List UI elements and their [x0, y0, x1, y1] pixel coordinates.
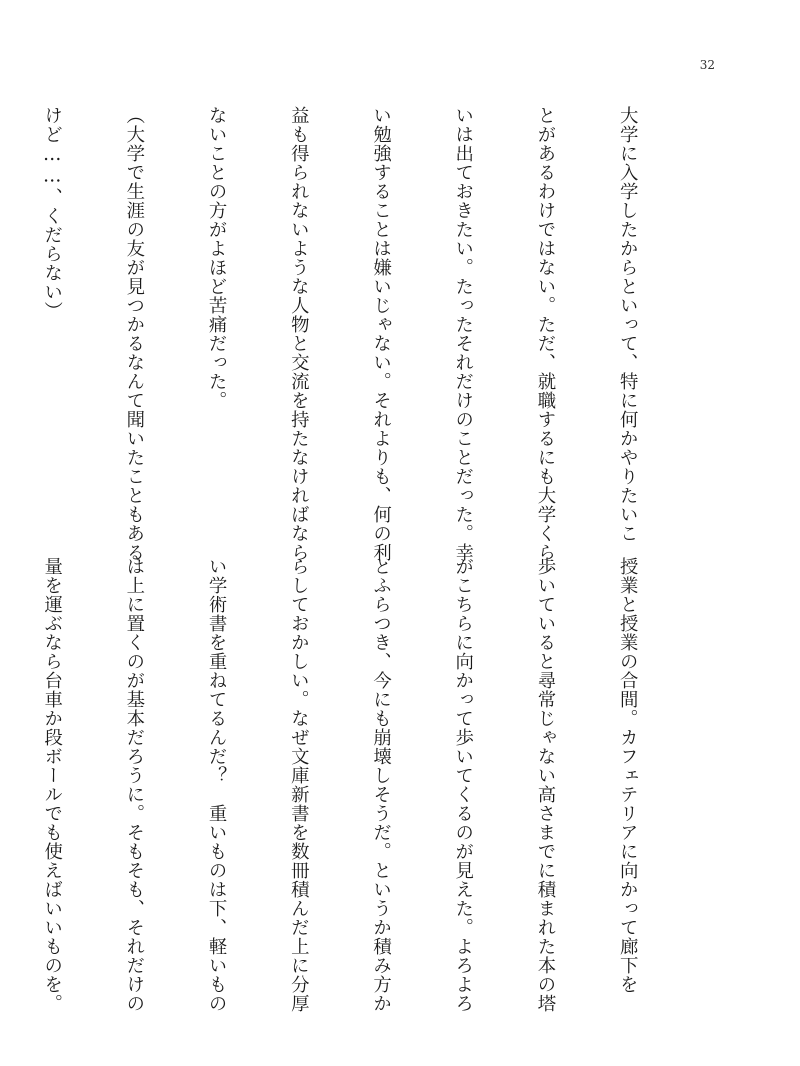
text-line: とふらつき、今にも崩壊しそうだ。というか積み方か — [370, 557, 392, 1013]
text-line: 大学に入学したからといって、特に何かやりたいこ — [617, 106, 639, 543]
text-line: い学術書を重ねてるんだ？ 重いものは下、軽いもの — [206, 557, 228, 1013]
text-line: らしておかしい。なぜ文庫新書を数冊積んだ上に分厚 — [288, 557, 310, 1013]
text-line: がこちらに向かって歩いてくるのが見えた。よろよろ — [452, 557, 474, 1013]
text-line: いは出ておきたい。たったそれだけのことだった。幸 — [452, 106, 474, 562]
text-line: は上に置くのが基本だろうに。そもそも、それだけの — [123, 557, 145, 1013]
text-line: けど……、くだらない） — [41, 106, 63, 321]
text-line: とがあるわけではない。ただ、就職するにも大学くら — [534, 106, 556, 562]
text-line: 量を運ぶなら台車か段ボールでも使えばいいものを。 — [41, 557, 63, 1013]
page-number: 32 — [699, 58, 715, 72]
text-line: ないことの方がよほど苦痛だった。 — [206, 106, 228, 410]
text-line: 歩いていると尋常じゃない高さまでに積まれた本の塔 — [534, 557, 556, 1013]
text-block-top — [41, 106, 696, 562]
text-line: い勉強することは嫌いじゃない。それよりも、何の利 — [370, 106, 392, 562]
text-line: （大学で生涯の友が見つかるなんて聞いたこともある — [123, 106, 145, 562]
text-line: 授業と授業の合間。カフェテリアに向かって廊下を — [617, 557, 639, 994]
text-line: 益も得られないような人物と交流を持たなければなら — [288, 106, 310, 562]
text-block-bottom — [41, 557, 696, 1013]
